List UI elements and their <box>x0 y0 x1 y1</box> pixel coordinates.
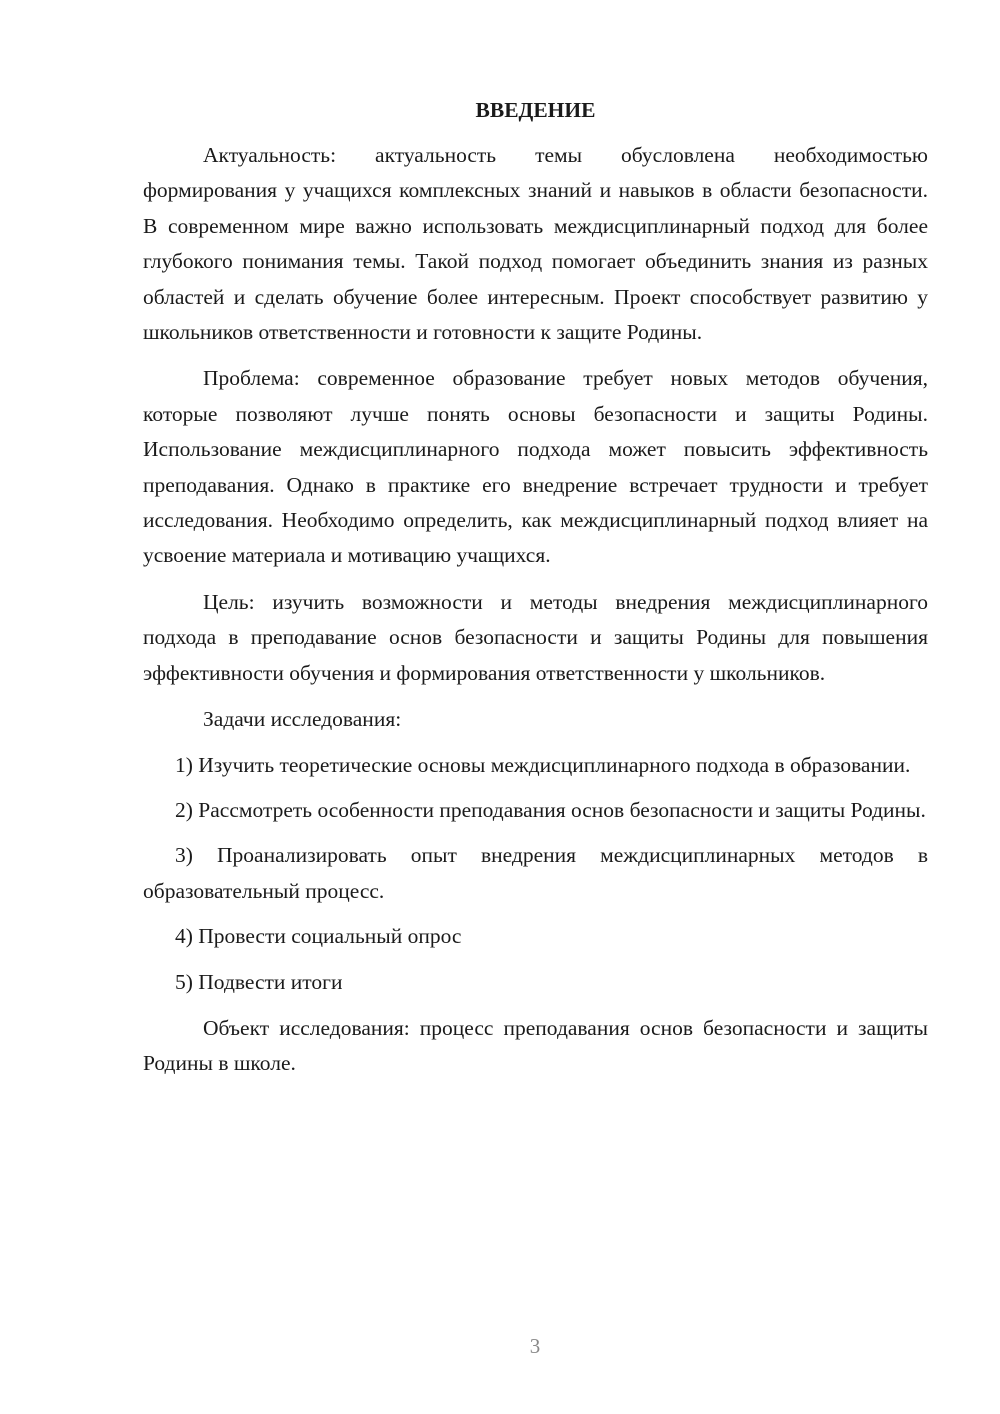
problem-paragraph: Проблема: современное образование требует новых методов обучения, которые позволяют лучше понять основы безопасности и защиты Родины. Использование междисциплинарного подхода может повысить эффективность преподавания. Однако в практике его внедрение встречает трудности и требует исследования. Необходимо определить, как междисциплинарный подход влияет на усвоение материала и мотивацию учащихся. <box>143 366 928 568</box>
goal-paragraph: Цель: изучить возможности и методы внедрения междисциплинарного подхода в преподавание основ безопасности и защиты Родины для повышения эффективности обучения и формирования ответственности у школьников. <box>143 589 928 685</box>
relevance-paragraph: Актуальность: актуальность темы обусловлена необходимостью формирования у учащихся комплексных знаний и навыков в области безопасности. В современном мире важно использовать междисциплинарный подход для более глубокого понимания темы. Такой подход помогает объединить знания из разных областей и сделать обучение более интересным. Проект способствует развитию у школьников ответственности и готовности к защите Родины. <box>143 143 928 345</box>
page-content <box>143 95 928 1082</box>
object-paragraph: Объект исследования: процесс преподавания основ безопасности и защиты Родины в школе. <box>143 1015 928 1076</box>
page-number: 3 <box>529 1334 541 1358</box>
section-title: ВВЕДЕНИЕ <box>475 98 596 122</box>
tasks-list <box>143 748 928 1000</box>
task-item-5: 5) Подвести итоги <box>175 969 343 994</box>
task-item-1: 1) Изучить теоретические основы междисциплинарного подхода в образовании. <box>175 752 911 777</box>
task-item-3: 3) Проанализировать опыт внедрения междисциплинарных методов в образовательный процесс. <box>143 843 928 903</box>
tasks-heading: Задачи исследования: <box>203 707 402 732</box>
task-item-2: 2) Рассмотреть особенности преподавания основ безопасности и защиты Родины. <box>175 797 926 822</box>
task-item-4: 4) Провести социальный опрос <box>175 924 462 949</box>
